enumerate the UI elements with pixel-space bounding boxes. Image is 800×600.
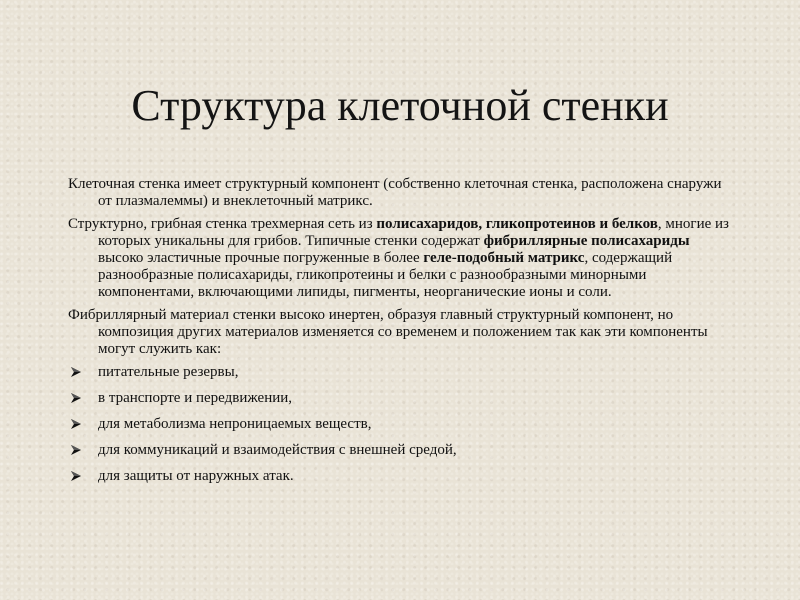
paragraph-cell-wall-components: Клеточная стенка имеет структурный компонент (собственно клеточная стенка, расположена снаружи от плазмалеммы) и внеклеточный матрикс.	[68, 176, 722, 209]
slide-title: Структура клеточной стенки	[131, 81, 669, 130]
text: Структурно, грибная стенка трехмерная сеть из	[68, 216, 377, 232]
bullet-text: для метаболизма непроницаемых веществ,	[98, 416, 372, 432]
list-item	[68, 390, 738, 407]
list-item	[68, 364, 738, 381]
bold-term-fibrillar: фибриллярные полисахариды	[483, 233, 690, 249]
arrowhead-bullet-icon	[69, 417, 83, 431]
slide-body	[68, 176, 738, 494]
paragraph-fibrillar-material: Фибриллярный материал стенки высоко инертен, образуя главный структурный компонент, но композиция других материалов изменяется со временем и положением так как эти компоненты могут служить как:	[68, 307, 708, 357]
text: , содержащий разнообразные полисахариды, гликопротеины и белки с разнообразными минорными компонентами, включающими липиды, пигменты, неорганические ионы и соли.	[98, 250, 673, 300]
paragraph-wall-structure	[68, 216, 738, 301]
text: , многие из которых уникальны для грибов. Типичные стенки содержат	[98, 216, 729, 249]
list-item	[68, 416, 738, 433]
list-item	[68, 442, 738, 459]
bullet-text: для защиты от наружных атак.	[98, 468, 294, 484]
arrowhead-bullet-icon	[69, 391, 83, 405]
bullet-text: для коммуникаций и взаимодействия с внешней средой,	[98, 442, 457, 458]
arrowhead-bullet-icon	[69, 365, 83, 379]
bullet-text: питательные резервы,	[98, 364, 239, 380]
list-item	[68, 468, 738, 485]
arrowhead-bullet-icon	[69, 443, 83, 457]
text: высоко эластичные прочные погруженные в более	[98, 250, 424, 266]
bold-term-polysaccharides: полисахаридов, гликопротеинов и белков	[376, 216, 658, 232]
arrowhead-bullet-icon	[69, 469, 83, 483]
bold-term-gel-matrix: геле-подобный матрикс	[423, 250, 585, 266]
bullet-text: в транспорте и передвижении,	[98, 390, 293, 406]
